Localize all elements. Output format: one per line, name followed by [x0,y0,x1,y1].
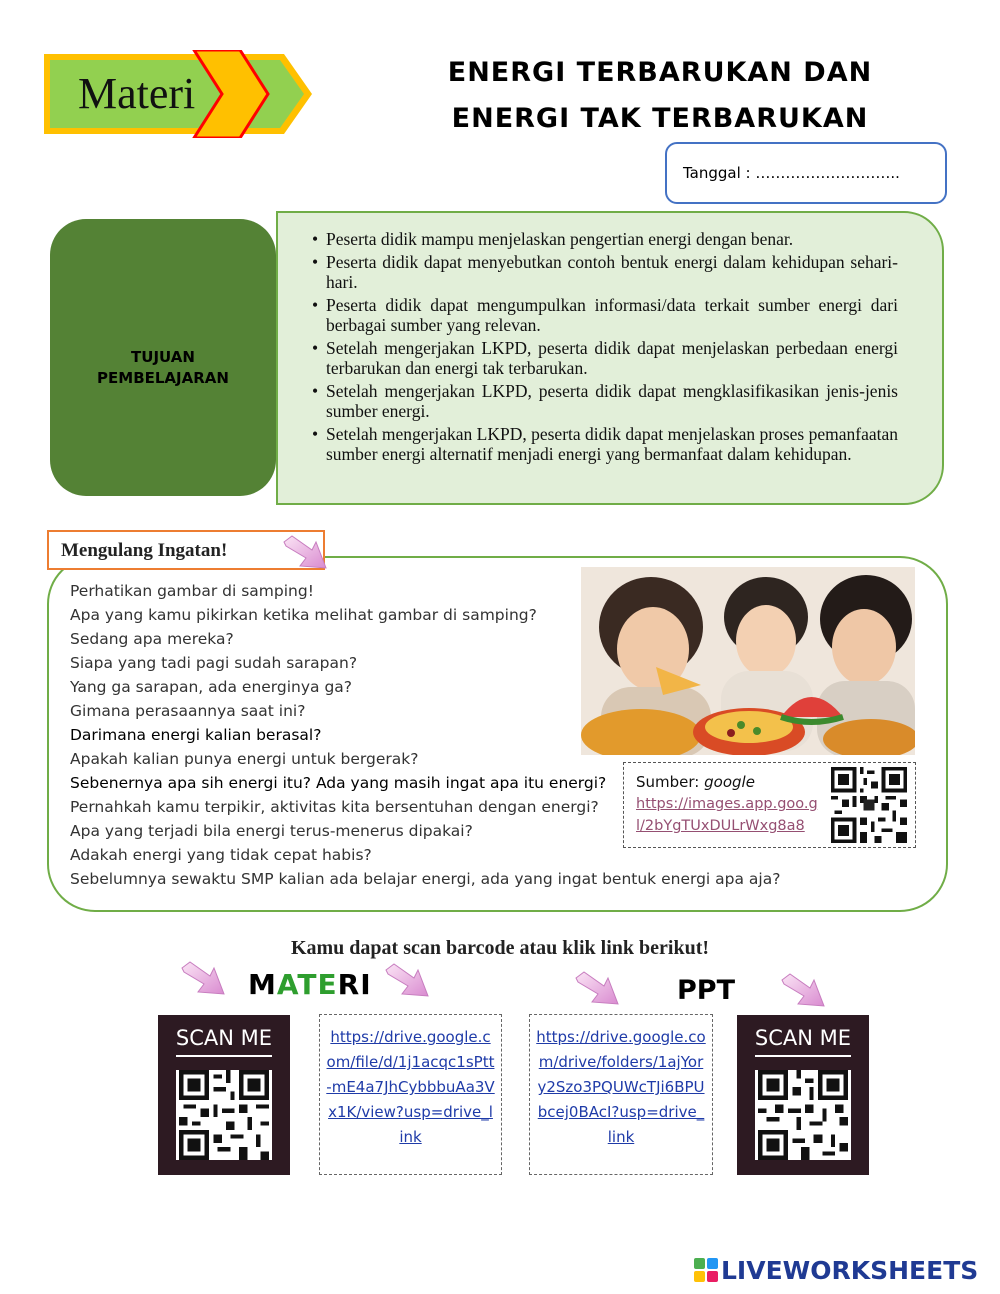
question-item: Sebenernya apa sih energi itu? Ada yang masih ingat apa itu energi? [70,774,607,792]
objective-item: • Setelah mengerjakan LKPD, peserta didik dapat menjelaskan proses pemanfaatan sumber energi alternatif menjadi energi yang bermanfaat dalam kehidupan. [312,424,898,464]
objective-item: • Peserta didik dapat menyebutkan contoh bentuk energi dalam kehidupan sehari-hari. [312,252,898,292]
scan-divider [755,1055,851,1057]
question-item: Apakah kalian punya energi untuk bergerak? [70,750,419,768]
mengulang-title: Mengulang Ingatan! [47,530,325,570]
ppt-qr-code-icon[interactable] [755,1070,851,1160]
materi-title-letter: M [248,968,277,1001]
source-qr-code-icon[interactable] [829,767,909,843]
objective-item: • Setelah mengerjakan LKPD, peserta didik dapat mengklasifikasikan jenis-jenis sumber energi. [312,381,898,421]
tujuan-label-box [50,219,276,496]
ppt-link-box [529,1014,713,1175]
pink-arrow-icon [574,970,622,1010]
ppt-qr-card[interactable] [737,1015,869,1175]
question-item: Sebelumnya sewaktu SMP kalian ada belajar energi, ada yang ingat bentuk energi apa aja? [70,870,781,888]
objective-item: • Peserta didik mampu menjelaskan pengertian energi dengan benar. [312,229,898,249]
people-eating-photo [581,567,915,755]
objectives-list [312,229,898,464]
date-label: Tanggal : ……………………….. [683,164,900,182]
page-title [400,50,920,142]
title-line-2: ENERGI TAK TERBARUKAN [451,103,869,134]
materi-title-letter: R [337,968,361,1001]
liveworksheets-logo-icon [693,1257,719,1283]
liveworksheets-logo [693,1254,978,1286]
question-item: Perhatikan gambar di samping! [70,582,314,600]
pink-arrow-icon [282,534,330,574]
scan-me-label: SCAN ME [754,1026,852,1050]
materi-section-title [248,968,372,1001]
source-label [636,771,755,793]
materi-title-letter: I [360,968,372,1001]
question-item: Gimana perasaannya saat ini? [70,702,306,720]
source-link[interactable]: https://images.app.goo.gl/2bYgTUxDULrWxg8a8 [636,796,818,834]
question-item: Yang ga sarapan, ada energinya ga? [70,678,353,696]
question-item: Apa yang terjadi bila energi terus-menerus dipakai? [70,822,473,840]
tujuan-objectives-box [276,211,944,505]
pink-arrow-icon [384,962,432,1002]
materi-title-letter: A [276,968,298,1001]
materi-qr-card[interactable] [158,1015,290,1175]
pink-arrow-icon [180,960,228,1000]
question-item: Darimana energi kalian berasal? [70,726,322,744]
source-prefix: Sumber: [636,773,705,791]
objective-item: • Peserta didik dapat mengumpulkan informasi/data terkait sumber energi dari berbagai sumber yang relevan. [312,295,898,335]
tujuan-label: TUJUAN PEMBELAJARAN [97,347,229,387]
ppt-drive-link[interactable]: https://drive.google.com/drive/folders/1ajYory2Szo3PQUWcTJi6BPUbcej0BAcI?usp=drive_link [536,1028,706,1146]
source-box [623,762,916,848]
question-item: Sedang apa mereka? [70,630,234,648]
objective-item: • Setelah mengerjakan LKPD, peserta didik dapat menjelaskan perbedaan energi terbarukan dan energi tak terbarukan. [312,338,898,378]
ppt-section-title: PPT [677,975,735,1006]
materi-title-letter: T [297,968,318,1001]
source-name: google [704,773,755,791]
question-item: Pernahkah kamu terpikir, aktivitas kita bersentuhan dengan energi? [70,798,599,816]
scan-me-label: SCAN ME [175,1026,273,1050]
materi-link-box [319,1014,502,1175]
question-item: Siapa yang tadi pagi sudah sarapan? [70,654,358,672]
materi-badge-label: Materi [78,69,196,118]
pink-arrow-icon [780,972,828,1012]
scan-divider [176,1055,272,1057]
date-field [665,142,947,204]
question-item: Adakah energi yang tidak cepat habis? [70,846,372,864]
materi-qr-code-icon[interactable] [176,1070,272,1160]
scan-caption: Kamu dapat scan barcode atau klik link berikut! [290,937,710,959]
question-item: Apa yang kamu pikirkan ketika melihat gambar di samping? [70,606,537,624]
liveworksheets-brand: LIVEWORKSHEETS [721,1255,979,1285]
title-line-1: ENERGI TERBARUKAN DAN [447,57,873,88]
materi-drive-link[interactable]: https://drive.google.com/file/d/1j1acqc1sPtt-mE4a7JhCybbbuAa3Vx1K/view?usp=drive_link [326,1028,495,1146]
materi-title-letter: E [317,968,338,1001]
